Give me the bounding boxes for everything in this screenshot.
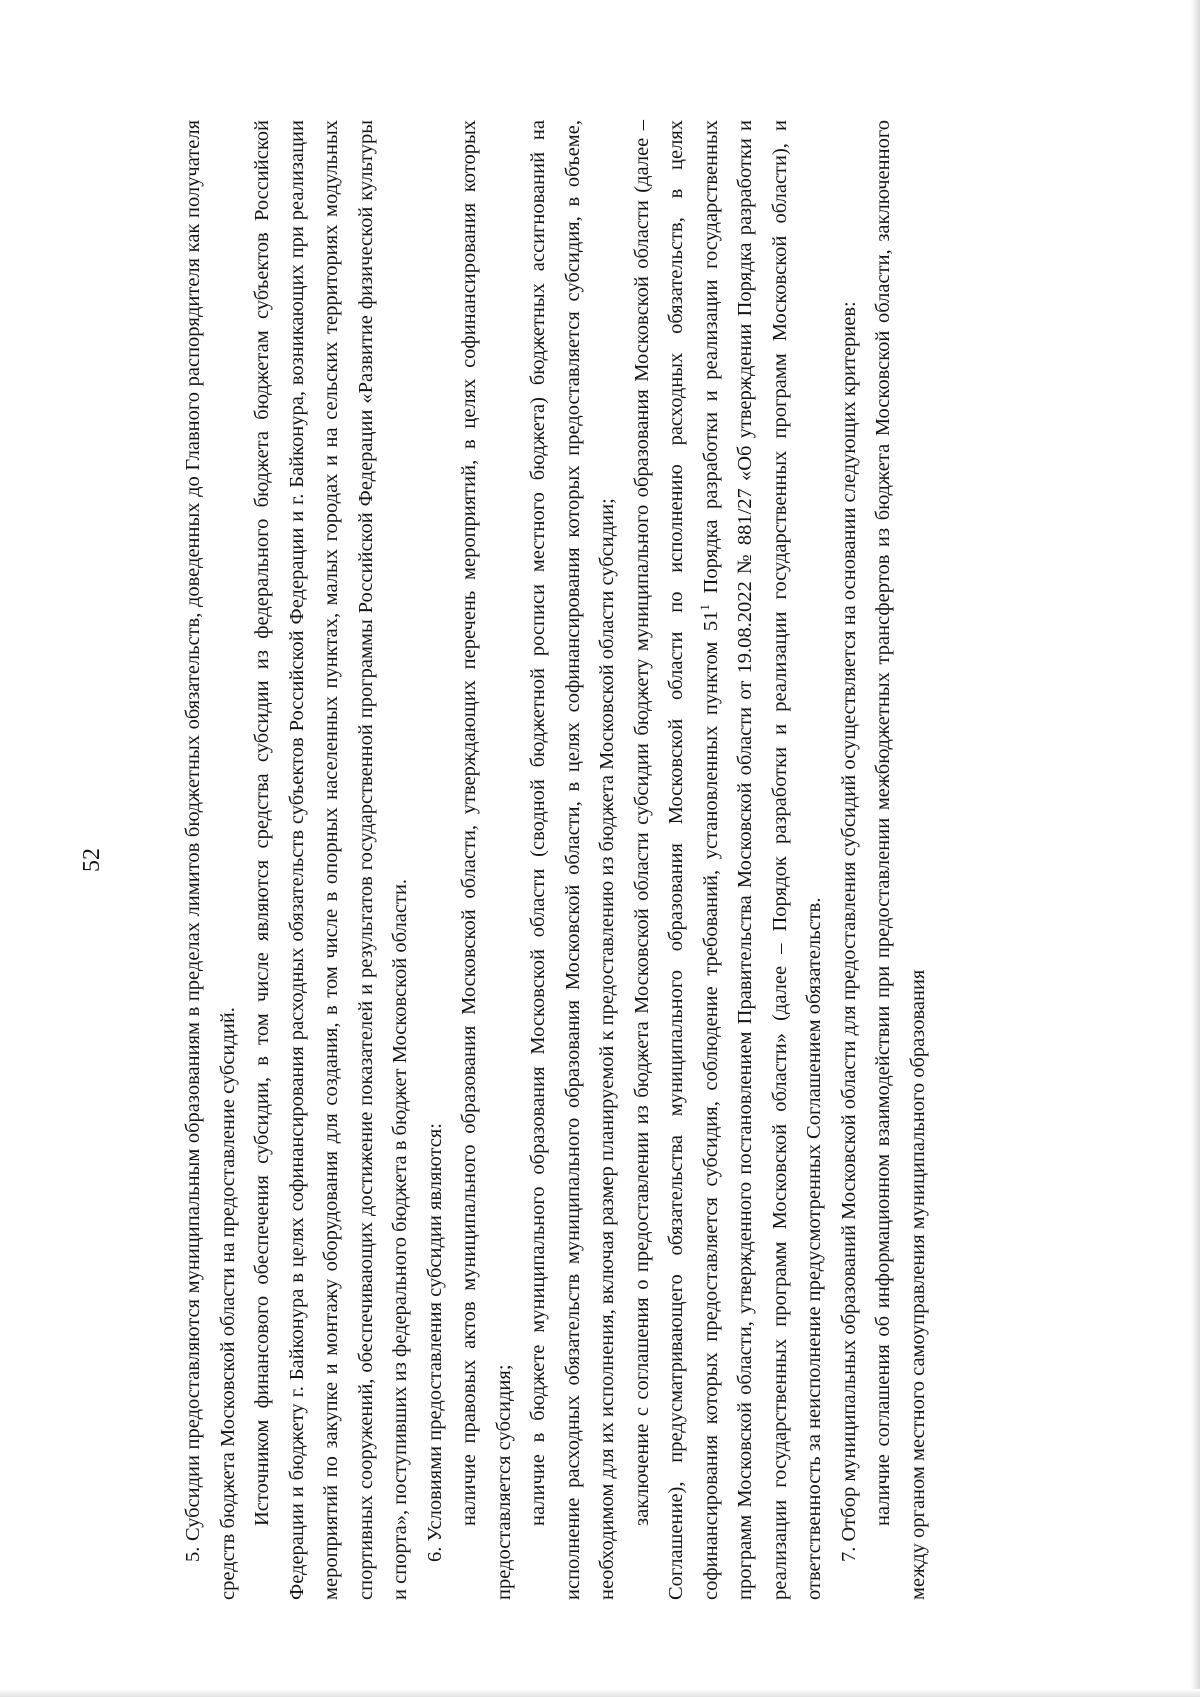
rotated-page <box>80 120 1120 1600</box>
footnote-superscript: 1 <box>696 604 712 611</box>
paragraph-6-budget: наличие в бюджете муниципального образования Московской области (сводной бюджетной росписи местного бюджета) бюджетных ассигнований на исполнение расходных обязательств муниципального образования Московской области, в целях софинансирования которых предоставляется субсидия, в объеме, необходимом для их исполнения, включая размер планируемой к предоставлению из бюджета Московской области субсидии; <box>527 120 618 1600</box>
paragraph-6: 6. Условиями предоставления субсидии являются: <box>423 1123 446 1562</box>
scan-edge-bottom <box>0 1689 1200 1697</box>
agreement-text-start: заключение с соглашения о предоставлении из бюджета Московской области субсидии бюджету муниципального образования Московской области (далее – Соглашение), предусматривающего обязательства муниципального образования Московской области по исполнению расходных обязательств, в целях софинансирования которых предоставляется субсидия, соблюдение требований, установленных пунктом 51 <box>630 120 722 1600</box>
document-body <box>176 120 935 1600</box>
paragraph-financing-source: Источником финансового обеспечения субсидии, в том числе являются средства субсидии из федерального бюджета бюджетам субъектов Российской Федерации и бюджету г. Байконура в целях софинансирования расходных обязательств субъектов Российской Федерации и г. Байконура, возникающих при реализации мероприятий по закупке и монтажу оборудования для создания, в том числе в опорных населенных пунктах, малых городах и на сельских территориях модульных спортивных сооружений, обеспечивающих достижение показателей и результатов государственной программы Российской Федерации «Развитие физической культуры и спорта», поступивших из федерального бюджета в бюджет Московской области. <box>251 120 411 1600</box>
scan-edge-right <box>1190 0 1200 1697</box>
paragraph-7-info-agreement: наличие соглашения об информационном взаимодействии при предоставлении межбюджетных трансфертов из бюджета Московской области, заключенного между органом местного самоуправления муниципального образования <box>872 120 929 1600</box>
paragraph-7: 7. Отбор муниципальных образований Московской области для предоставления субсидий осуществляется на основании следующих критериев: <box>837 301 860 1562</box>
paragraph-6-legal-acts: наличие правовых актов муниципального образования Московской области, утверждающих перечень мероприятий, в целях софинансирования которых предоставляется субсидия; <box>458 120 515 1600</box>
paragraph-6-agreement <box>625 120 832 1600</box>
agreement-text-end: Порядка разработки и реализации государственных программ Московской области, утвержденного постановлением Правительства Московской области от 19.08.2022 № 881/27 «Об утверждении Порядка разработки и реализации государственных программ Московской области» (далее – Порядок разработки и реализации государственных программ Московской области), и ответственность за неисполнение предусмотренных Соглашением обязательств. <box>699 120 825 1600</box>
paragraph-5: 5. Субсидии предоставляются муниципальным образованиям в пределах лимитов бюджетных обязательств, доведенных до Главного распорядителя как получателя средств бюджета Московской области на предоставление субсидий. <box>182 120 239 1600</box>
page-number: 52 <box>79 848 105 872</box>
